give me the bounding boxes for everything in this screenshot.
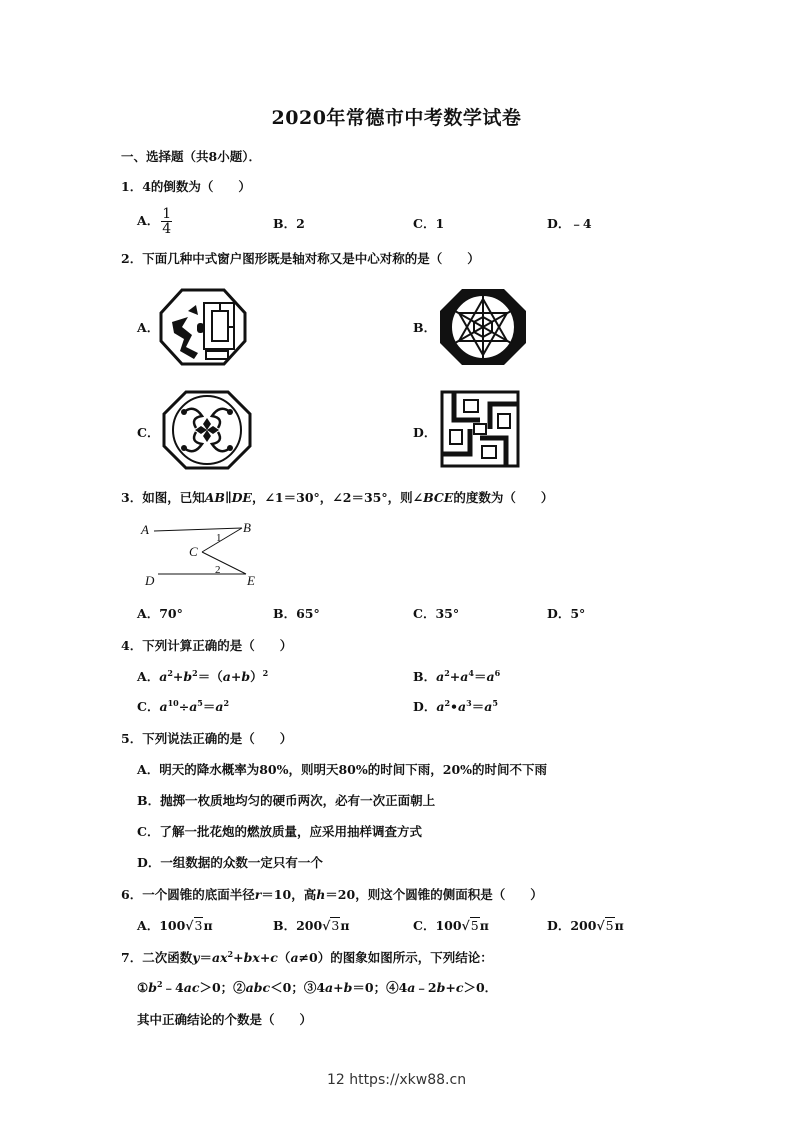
window-pattern-c-image — [162, 390, 252, 470]
q5-option-b: B．抛掷一枚质地均匀的硬币两次，必有一次正面朝上 — [137, 793, 436, 808]
angle-label-1: 1 — [216, 532, 222, 544]
window-pattern-a-image — [158, 287, 248, 367]
q2-option-d-label: D． — [413, 425, 437, 440]
q1-option-b: B．2 — [273, 216, 305, 231]
point-label-b: B — [243, 520, 251, 535]
angle-label-2: 2 — [215, 564, 221, 576]
q7-statements: $①b^2﹣4ac>0$；②abc＜0；③4a+b＝0；④4a﹣2b+c＞0． — [137, 978, 498, 995]
radicand: 3 — [331, 918, 340, 933]
section-heading: 一、选择题（共8小题）． — [121, 149, 261, 164]
q1-option-c: C．1 — [413, 216, 445, 231]
parallel-lines-figure — [138, 518, 268, 590]
question-3-stem — [121, 488, 553, 506]
q6-option-d — [547, 916, 624, 934]
stem-text: ＝20，则这个圆锥的侧面积是（ ） — [325, 887, 543, 902]
q3-option-c: C．35° — [413, 606, 460, 621]
stem-text: 的度数为（ ） — [453, 490, 554, 505]
stem-expression: BCE — [423, 490, 454, 505]
radicand: 3 — [194, 918, 203, 933]
q2-option-c-label: C． — [137, 425, 160, 440]
option-text: B．200 — [273, 918, 323, 933]
stem-text: ，∠1＝30°，∠2＝35°，则∠ — [251, 490, 424, 505]
pi-symbol: π — [479, 918, 489, 933]
page-title: 2020年常德市中考数学试卷 — [271, 107, 522, 129]
option-text: A．100 — [137, 918, 186, 933]
radical-sign-icon: √ — [596, 918, 605, 933]
radical-sign-icon: √ — [185, 918, 194, 933]
q2-option-a-label: A． — [137, 320, 160, 335]
q7-last-line: 其中正确结论的个数是（ ） — [137, 1012, 313, 1027]
q6-option-b — [273, 916, 350, 934]
option-label: A． — [137, 213, 160, 228]
page-footer: 12 https://xkw88.cn — [326, 1072, 467, 1088]
q4-option-c: C．$a^{10}\div a^5=a^2$ — [137, 697, 230, 714]
pi-symbol: π — [614, 918, 624, 933]
window-pattern-b-image — [438, 287, 528, 367]
q1-option-d: D．﹣4 — [547, 216, 592, 231]
fraction-numerator: 1 — [162, 206, 172, 222]
radical-sign-icon: √ — [461, 918, 470, 933]
question-1-stem: 1．4的倒数为（ ） — [121, 179, 251, 194]
pi-symbol: π — [340, 918, 350, 933]
point-label-c: C — [189, 544, 198, 559]
stem-text: 的图象如图所示，下列结论： — [330, 950, 493, 965]
question-6-stem — [121, 885, 543, 903]
fraction-denominator: 4 — [162, 221, 172, 237]
question-5-stem: 5．下列说法正确的是（ ） — [121, 731, 293, 746]
q3-option-d: D．5° — [547, 606, 586, 621]
q3-option-a: A．70° — [137, 606, 183, 621]
q5-option-a: A．明天的降水概率为80%，则明天80%的时间下雨，20%的时间不下雨 — [137, 762, 548, 777]
q2-option-b-label: B． — [413, 320, 437, 335]
stem-text: 6．一个圆锥的底面半径 — [121, 887, 255, 902]
stem-expression: AB∥DE — [204, 490, 252, 505]
radicand: 5 — [470, 918, 479, 933]
radical-sign-icon: √ — [322, 918, 331, 933]
stem-variable: h — [316, 887, 326, 902]
q4-option-a: A．$a^2+b^2=(a+b)^2$ — [137, 667, 269, 684]
question-2-stem: 2．下面几种中式窗户图形既是轴对称又是中心对称的是（ ） — [121, 251, 480, 266]
point-label-a: A — [141, 522, 149, 537]
q6-option-c — [413, 916, 489, 934]
q4-option-b: B．$a^2+a^4=a^6$ — [413, 667, 501, 684]
q5-option-d: D．一组数据的众数一定只有一个 — [137, 855, 323, 870]
q3-option-b: B．65° — [273, 606, 320, 621]
q4-option-d: D．$a^2•a^3=a^5$ — [413, 697, 498, 714]
point-label-d: D — [145, 573, 155, 588]
q5-option-c: C．了解一批花炮的燃放质量，应采用抽样调查方式 — [137, 824, 422, 839]
point-label-e: E — [247, 573, 255, 588]
stem-text: 3．如图，已知 — [121, 490, 205, 505]
pi-symbol: π — [203, 918, 213, 933]
q6-option-a — [137, 916, 213, 934]
question-4-stem: 4．下列计算正确的是（ ） — [121, 638, 293, 653]
stem-text: 7．二次函数 — [121, 950, 193, 965]
option-text: D．200 — [547, 918, 597, 933]
q1-option-a — [137, 207, 172, 236]
fraction — [161, 207, 172, 236]
option-text: C．100 — [413, 918, 462, 933]
radicand: 5 — [605, 918, 614, 933]
question-7-stem: 7．二次函数$y=ax^2+bx+c(a\ne 0)$的图象如图所示，下列结论： — [121, 948, 493, 965]
window-pattern-d-image — [440, 390, 522, 468]
stem-text: ＝10，高 — [261, 887, 317, 902]
stem-variable: r — [254, 887, 262, 902]
